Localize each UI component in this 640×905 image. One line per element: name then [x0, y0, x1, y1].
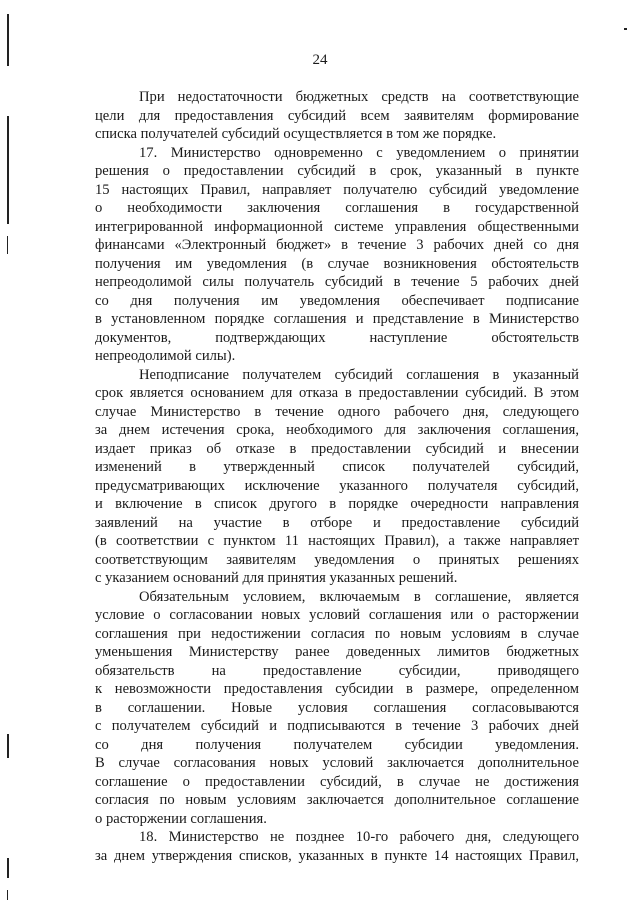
scan-margin-line — [7, 890, 8, 900]
text-line: со дня получения получателем субсидии уведомления. — [95, 736, 579, 753]
scan-margin-line — [7, 236, 8, 254]
scan-margin-line — [7, 116, 9, 224]
text-line: за днем истечения срока, необходимого для заключения соглашения, — [95, 422, 579, 438]
text-line: срок является основанием для отказа в предоставлении субсидий. В этом — [95, 385, 579, 401]
text-line: интегрированной информационной системе управления общественными — [95, 218, 579, 235]
text-line: соглашение о предоставлении субсидий, в случае не достижения — [95, 773, 579, 790]
paragraph — [95, 588, 579, 829]
text-line: (в соответствии с пунктом 11 настоящих Правил), а также направляет — [95, 533, 579, 549]
text-line: условие о согласовании новых условий соглашения или о расторжении — [95, 607, 579, 623]
text-line: за днем утверждения списков, указанных в пункте 14 настоящих Правил, — [95, 847, 579, 864]
text-line: случае Министерство в течение одного рабочего дня, следующего — [95, 403, 579, 420]
text-line: обязательств на предоставление субсидии, приводящего — [95, 662, 579, 679]
scan-dot — [624, 28, 627, 30]
text-line: в установленном порядке соглашения и представление в Министерство — [95, 311, 579, 327]
text-line: с получателем субсидий и подписываются в течение 3 рабочих дней — [95, 718, 579, 734]
text-line: непреодолимой силы). — [95, 348, 236, 364]
text-line: При недостаточности бюджетных средств на соответствующие — [139, 89, 579, 105]
text-line: предусматривающих исключение указанного получателя субсидий, — [95, 477, 579, 494]
text-line: к невозможности предоставления субсидии в размере, определенном — [95, 681, 579, 697]
text-line: Неподписание получателем субсидий соглашения в указанный — [139, 366, 579, 383]
text-line: о расторжении соглашения. — [95, 810, 267, 827]
text-line: Обязательным условием, включаемым в соглашение, является — [139, 588, 579, 605]
paragraph — [95, 88, 579, 144]
text-line: соглашения при недостижении согласия по новым условиям в случае — [95, 625, 579, 642]
text-line: с указанием оснований для принятия указанных решений. — [95, 570, 458, 586]
text-line: 18. Министерство не позднее 10-го рабочего дня, следующего — [139, 829, 579, 845]
text-line: цели для предоставления субсидий всем заявителям формирование — [95, 107, 579, 124]
text-line: 15 настоящих Правил, направляет получателю субсидий уведомление — [95, 181, 579, 198]
text-line: изменений в утвержденный список получателей субсидий, — [95, 459, 579, 475]
paragraph — [95, 366, 579, 588]
text-line: документов, подтверждающих наступление обстоятельств — [95, 329, 579, 346]
text-line: решения о предоставлении субсидий в срок, указанный в пункте — [95, 163, 579, 179]
text-line: 17. Министерство одновременно с уведомлением о принятии — [139, 144, 579, 161]
text-line: о необходимости заключения соглашения в государственной — [95, 200, 579, 216]
text-line: уменьшения Министерству ранее доведенных лимитов бюджетных — [95, 644, 579, 660]
scan-margin-line — [7, 14, 9, 66]
page-number: 24 — [312, 52, 328, 68]
text-line: в соглашении. Новые условия соглашения согласовываются — [95, 699, 579, 716]
text-line: списка получателей субсидий осуществляется в том же порядке. — [95, 126, 497, 142]
scan-margin-line — [7, 734, 9, 758]
text-line: со дня получения им уведомления обеспечивает подписание — [95, 292, 579, 309]
text-line: соответствующим заявителям уведомления о принятых решениях — [95, 551, 579, 568]
text-line: получения им уведомления (в случае возникновения обстоятельств — [95, 255, 579, 272]
text-line: и включение в список другого в порядке очередности направления — [95, 496, 579, 512]
text-line: заявлений на участие в отборе и предоставление субсидий — [95, 514, 579, 531]
paragraph — [95, 144, 579, 366]
text-line: непреодолимой силы получатель субсидий в течение 5 рабочих дней — [95, 274, 579, 290]
text-line: В случае согласования новых условий заключается дополнительное — [95, 755, 579, 771]
text-line: согласия по новым условиям заключается дополнительное соглашение — [95, 792, 579, 808]
paragraph — [95, 828, 579, 865]
text-line: издает приказ об отказе в предоставлении субсидий и внесении — [95, 440, 579, 457]
text-line: финансами «Электронный бюджет» в течение 3 рабочих дней со дня — [95, 237, 579, 253]
scan-margin-line — [7, 858, 9, 878]
document-body — [95, 88, 579, 865]
